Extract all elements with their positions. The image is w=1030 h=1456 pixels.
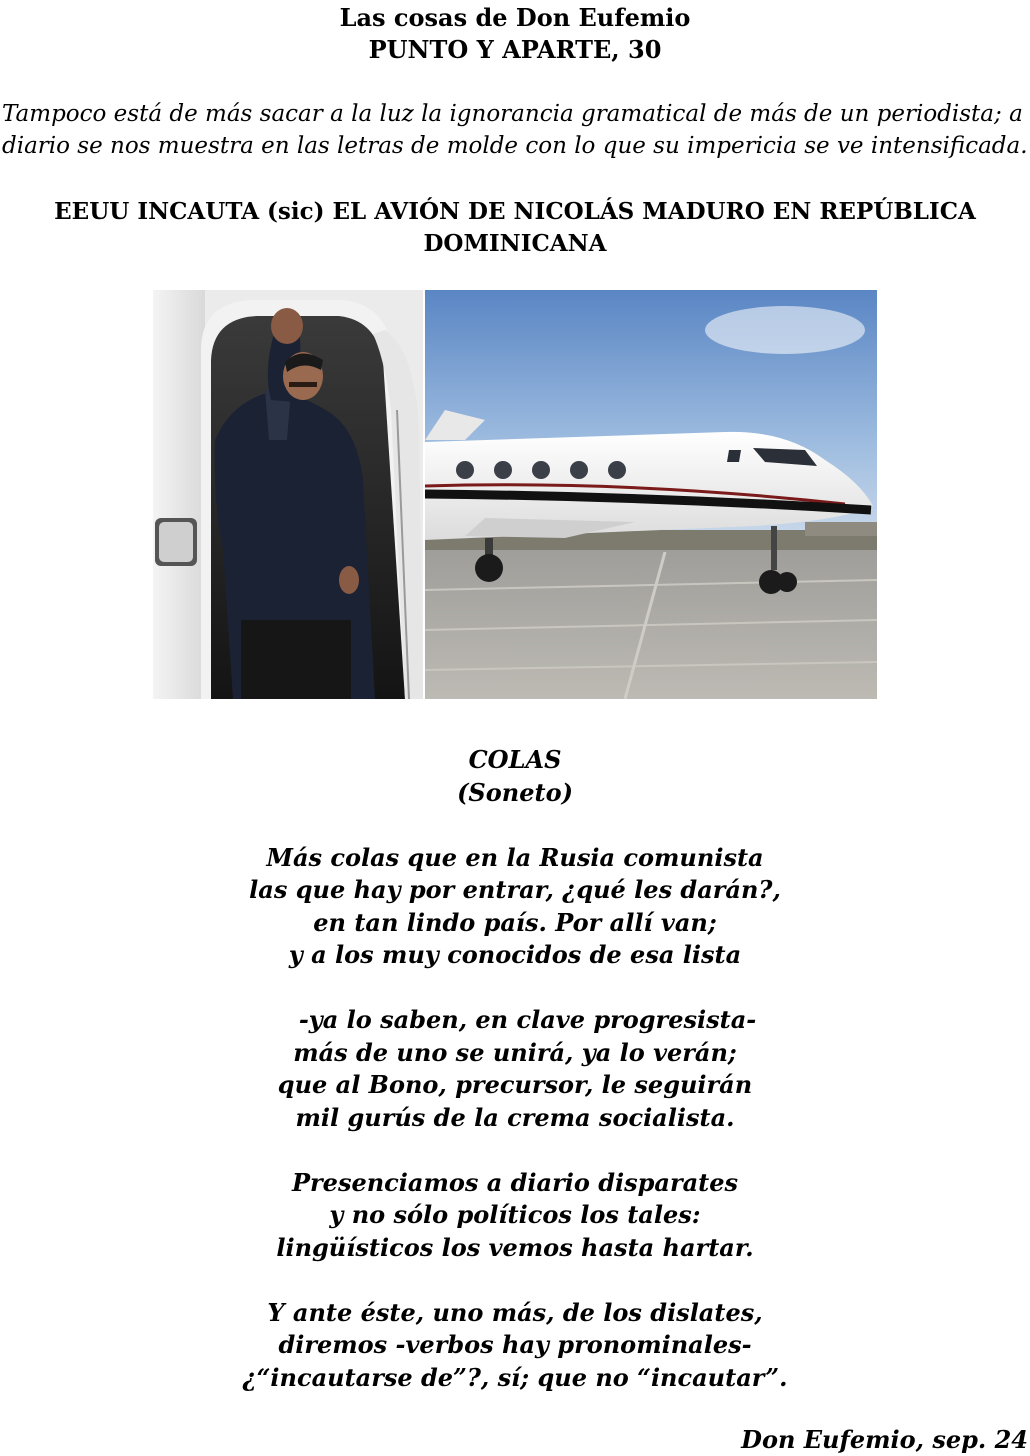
seized-jet-photo (425, 290, 877, 699)
headline-line: DOMINICANA (423, 230, 607, 257)
series-title: Las cosas de Don Eufemio (339, 3, 691, 32)
poem-line: Presenciamos a diario disparates (291, 1167, 739, 1197)
intro-paragraph (2, 98, 1030, 162)
intro-line: diario se nos muestra en las letras de molde con lo que su impericia se ve intensificada. (2, 133, 1028, 159)
poem-line: diremos -verbos hay pronominales- (278, 1330, 752, 1359)
poem-line: que al Bono, precursor, le seguirán (277, 1070, 753, 1099)
author-signature: Don Eufemio, sep. 24 (741, 1425, 1028, 1454)
news-headline (0, 196, 1030, 260)
issue-title: PUNTO Y APARTE, 30 (368, 35, 662, 64)
poem-subtitle: (Soneto) (457, 777, 573, 807)
poem-line: Más colas que en la Rusia comunista (266, 842, 764, 872)
sonnet (0, 744, 1030, 1394)
poem-line: -ya lo saben, en clave progresista- (273, 1005, 757, 1034)
president-at-aircraft-door-photo (153, 290, 423, 699)
poem-line: más de uno se unirá, ya lo verán; (293, 1037, 737, 1067)
headline-line: EEUU INCAUTA (sic) EL AVIÓN DE NICOLÁS MADURO EN REPÚBLICA (54, 198, 976, 225)
poem-line: mil gurús de la crema socialista. (295, 1102, 735, 1132)
poem-line: las que hay por entrar, ¿qué les darán?, (249, 875, 781, 904)
poem-line: ¿“incautarse de”?, sí; que no “incautar”. (242, 1362, 788, 1392)
poem-line: en tan lindo país. Por allí van; (313, 907, 717, 937)
news-photos (153, 290, 877, 699)
poem-line: Y ante éste, uno más, de los dislates, (267, 1297, 763, 1327)
document-header (0, 2, 1030, 66)
poem-line: y a los muy conocidos de esa lista (288, 940, 742, 969)
intro-line: Tampoco está de más sacar a la luz la ignorancia gramatical de más de un periodista; a (2, 101, 1023, 127)
poem-line: y no sólo políticos los tales: (329, 1200, 701, 1229)
poem-line: lingüísticos los vemos hasta hartar. (276, 1232, 754, 1262)
poem-title: COLAS (468, 745, 562, 774)
